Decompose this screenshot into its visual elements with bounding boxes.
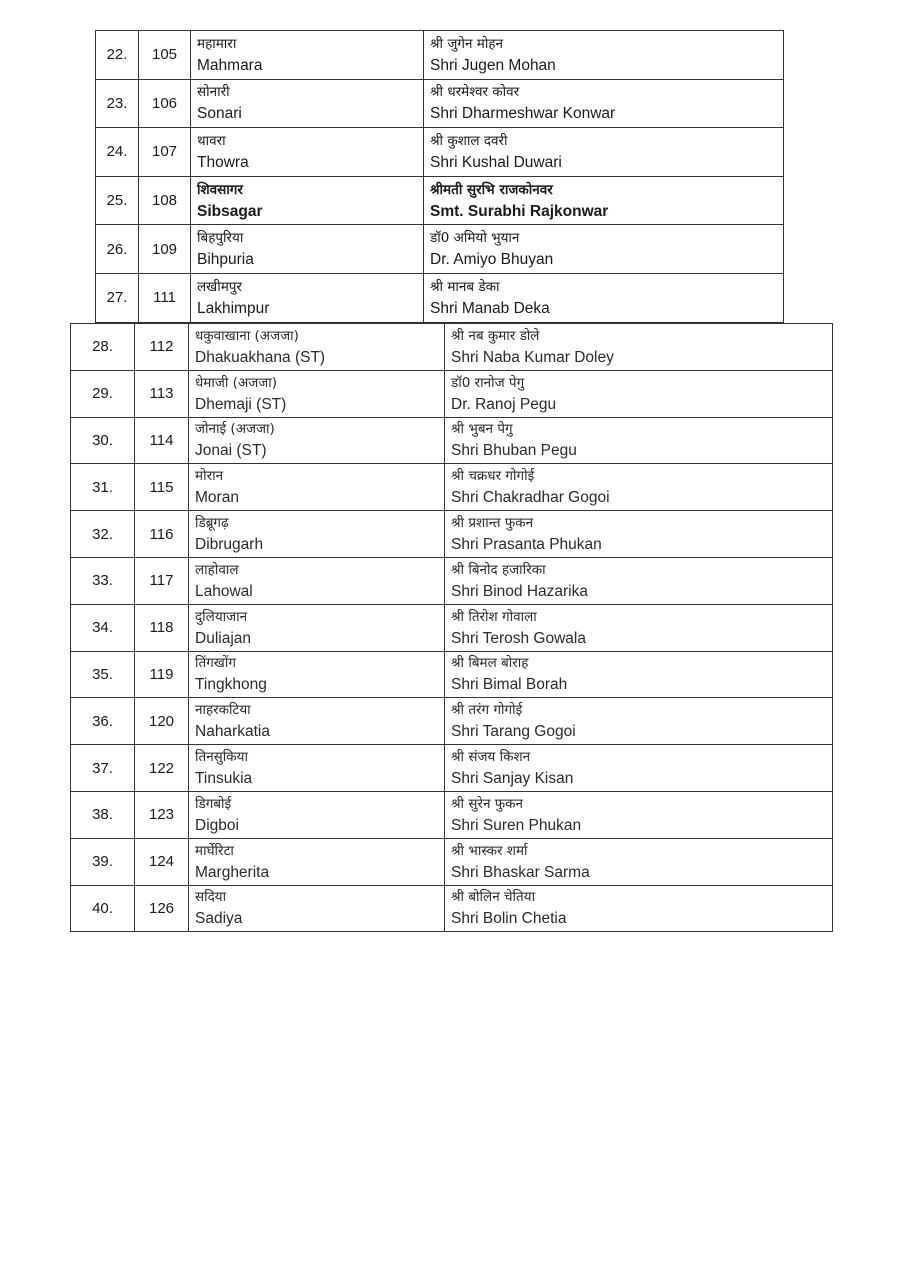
- constituency-name-hindi: जोनाई (अजजा): [195, 421, 275, 438]
- candidate-name-hindi: डॉ0 रानोज पेगु: [451, 374, 525, 391]
- candidate-table-bottom: [70, 323, 833, 932]
- candidate-name-english: Shri Jugen Mohan: [430, 56, 556, 74]
- constituency-name-hindi: लाहोवाल: [195, 561, 239, 578]
- constituency-cell: [189, 791, 445, 838]
- candidate-name-english: Shri Bhuban Pegu: [451, 442, 577, 460]
- constituency-name-hindi: लखीमपुर: [197, 278, 242, 295]
- constituency-cell: [191, 31, 424, 80]
- serial-number: 33.: [71, 557, 135, 604]
- constituency-name-hindi: बिहपुरिया: [197, 230, 244, 247]
- serial-number: 37.: [71, 745, 135, 792]
- candidate-cell: [424, 176, 784, 225]
- constituency-name-hindi: दुलियाजान: [195, 608, 248, 625]
- constituency-cell: [189, 838, 445, 885]
- constituency-cell: [189, 698, 445, 745]
- candidate-name-english: Shri Manab Deka: [430, 299, 550, 317]
- candidate-name-english: Shri Tarang Gogoi: [451, 723, 576, 741]
- candidate-cell: [445, 651, 833, 698]
- candidate-name-english: Shri Sanjay Kisan: [451, 770, 574, 788]
- constituency-name-english: Dibrugarh: [195, 536, 264, 554]
- constituency-number: 122: [135, 745, 189, 792]
- serial-number: 39.: [71, 838, 135, 885]
- candidate-cell: [445, 324, 833, 371]
- constituency-number: 107: [139, 128, 191, 177]
- table-row: [71, 370, 833, 417]
- constituency-name-english: Moran: [195, 489, 239, 507]
- candidate-name-english: Shri Bolin Chetia: [451, 910, 567, 928]
- constituency-cell: [189, 511, 445, 558]
- candidate-name-hindi: श्री धरमेश्वर कोवर: [430, 84, 520, 101]
- constituency-name-hindi: सदिया: [195, 889, 227, 906]
- constituency-number: 118: [135, 604, 189, 651]
- constituency-cell: [189, 885, 445, 932]
- candidate-name-hindi: श्री संजय किशन: [451, 749, 531, 766]
- constituency-cell: [189, 370, 445, 417]
- candidate-name-english: Shri Bimal Borah: [451, 676, 568, 694]
- candidate-name-english: Dr. Ranoj Pegu: [451, 395, 557, 413]
- constituency-name-hindi: धकुवाखाना (अजजा): [195, 327, 299, 344]
- candidate-name-english: Shri Naba Kumar Doley: [451, 348, 614, 366]
- serial-number: 35.: [71, 651, 135, 698]
- serial-number: 22.: [96, 31, 139, 80]
- candidate-cell: [424, 79, 784, 128]
- constituency-name-english: Digboi: [195, 816, 239, 834]
- constituency-name-hindi: धेमाजी (अजजा): [195, 374, 278, 391]
- candidate-name-hindi: श्री तरंग गोगोई: [451, 702, 523, 719]
- serial-number: 34.: [71, 604, 135, 651]
- constituency-number: 116: [135, 511, 189, 558]
- constituency-number: 114: [135, 417, 189, 464]
- constituency-number: 111: [139, 273, 191, 322]
- candidate-name-hindi: श्री मानब डेका: [430, 278, 500, 295]
- constituency-name-english: Jonai (ST): [195, 442, 267, 460]
- constituency-name-english: Lakhimpur: [197, 299, 270, 317]
- candidate-name-hindi: श्रीमती सुरभि राजकोनवर: [430, 181, 553, 198]
- serial-number: 40.: [71, 885, 135, 932]
- constituency-name-english: Tinsukia: [195, 770, 253, 788]
- serial-number: 24.: [96, 128, 139, 177]
- table-row: [71, 511, 833, 558]
- serial-number: 30.: [71, 417, 135, 464]
- candidate-name-hindi: श्री तिरोश गोवाला: [451, 608, 537, 625]
- candidate-cell: [445, 464, 833, 511]
- candidate-name-hindi: श्री भास्कर शर्मा: [451, 842, 528, 859]
- serial-number: 38.: [71, 791, 135, 838]
- serial-number: 29.: [71, 370, 135, 417]
- constituency-cell: [189, 557, 445, 604]
- candidate-name-hindi: श्री प्रशान्त फुकन: [451, 515, 534, 532]
- constituency-cell: [189, 651, 445, 698]
- serial-number: 23.: [96, 79, 139, 128]
- candidate-name-english: Shri Binod Hazarika: [451, 582, 588, 600]
- candidate-cell: [445, 557, 833, 604]
- constituency-name-hindi: थावरा: [197, 132, 226, 149]
- candidate-name-hindi: श्री कुशाल दवरी: [430, 132, 508, 149]
- constituency-cell: [189, 604, 445, 651]
- candidate-name-hindi: श्री बिमल बोराह: [451, 655, 529, 672]
- constituency-cell: [191, 176, 424, 225]
- candidate-cell: [424, 273, 784, 322]
- candidate-cell: [445, 698, 833, 745]
- candidate-name-hindi: श्री जुगेन मोहन: [430, 35, 503, 52]
- serial-number: 26.: [96, 225, 139, 274]
- candidate-cell: [445, 417, 833, 464]
- constituency-name-english: Bihpuria: [197, 251, 254, 269]
- constituency-number: 124: [135, 838, 189, 885]
- constituency-number: 119: [135, 651, 189, 698]
- constituency-name-english: Naharkatia: [195, 723, 270, 741]
- constituency-name-hindi: मार्घेरिटा: [195, 842, 234, 859]
- table-row: [96, 79, 784, 128]
- serial-number: 32.: [71, 511, 135, 558]
- candidate-cell: [424, 31, 784, 80]
- table-row: [71, 324, 833, 371]
- serial-number: 28.: [71, 324, 135, 371]
- constituency-name-hindi: मोरान: [195, 468, 224, 485]
- candidate-name-hindi: श्री सुरेन फुकन: [451, 795, 524, 812]
- candidate-cell: [445, 838, 833, 885]
- constituency-number: 115: [135, 464, 189, 511]
- constituency-number: 105: [139, 31, 191, 80]
- candidate-cell: [445, 745, 833, 792]
- constituency-name-hindi: तिनसुकिया: [195, 749, 249, 766]
- candidate-cell: [445, 604, 833, 651]
- table-row: [71, 745, 833, 792]
- constituency-name-english: Sibsagar: [197, 202, 263, 220]
- constituency-name-english: Sonari: [197, 105, 242, 123]
- constituency-number: 126: [135, 885, 189, 932]
- constituency-number: 120: [135, 698, 189, 745]
- table-row: [71, 604, 833, 651]
- constituency-number: 109: [139, 225, 191, 274]
- candidate-cell: [424, 225, 784, 274]
- constituency-number: 112: [135, 324, 189, 371]
- table-row: [96, 273, 784, 322]
- constituency-name-hindi: डिगबोई: [195, 795, 232, 812]
- serial-number: 36.: [71, 698, 135, 745]
- table-row: [96, 128, 784, 177]
- serial-number: 31.: [71, 464, 135, 511]
- candidate-name-english: Smt. Surabhi Rajkonwar: [430, 202, 609, 220]
- candidate-name-english: Shri Terosh Gowala: [451, 629, 586, 647]
- candidate-cell: [445, 511, 833, 558]
- candidate-name-english: Dr. Amiyo Bhuyan: [430, 251, 554, 269]
- constituency-name-english: Tingkhong: [195, 676, 267, 694]
- constituency-name-hindi: नाहरकटिया: [195, 702, 251, 719]
- candidate-name-english: Shri Bhaskar Sarma: [451, 863, 590, 881]
- constituency-name-english: Dhemaji (ST): [195, 395, 287, 413]
- constituency-cell: [189, 464, 445, 511]
- constituency-cell: [191, 273, 424, 322]
- constituency-cell: [191, 128, 424, 177]
- table-row: [71, 698, 833, 745]
- table-row: [71, 464, 833, 511]
- constituency-name-english: Sadiya: [195, 910, 243, 928]
- table-row: [71, 838, 833, 885]
- constituency-name-english: Mahmara: [197, 56, 263, 74]
- constituency-name-english: Margherita: [195, 863, 270, 881]
- candidate-name-hindi: श्री भुबन पेगु: [451, 421, 513, 438]
- constituency-cell: [191, 79, 424, 128]
- table-row: [96, 176, 784, 225]
- candidate-name-english: Shri Dharmeshwar Konwar: [430, 105, 616, 123]
- candidate-cell: [445, 885, 833, 932]
- constituency-number: 113: [135, 370, 189, 417]
- constituency-number: 123: [135, 791, 189, 838]
- constituency-name-english: Thowra: [197, 153, 249, 171]
- table-row: [71, 885, 833, 932]
- candidate-name-hindi: श्री नब कुमार डोले: [451, 327, 540, 344]
- candidate-cell: [445, 791, 833, 838]
- constituency-name-hindi: तिंगखोंग: [195, 655, 236, 672]
- constituency-name-english: Lahowal: [195, 582, 253, 600]
- constituency-cell: [189, 745, 445, 792]
- serial-number: 25.: [96, 176, 139, 225]
- candidate-name-english: Shri Prasanta Phukan: [451, 536, 602, 554]
- candidate-name-hindi: डॉ0 अमियो भुयान: [430, 230, 520, 247]
- constituency-name-english: Duliajan: [195, 629, 252, 647]
- table-row: [71, 791, 833, 838]
- constituency-cell: [189, 417, 445, 464]
- candidate-table-top: [95, 30, 784, 323]
- constituency-number: 108: [139, 176, 191, 225]
- constituency-name-hindi: शिवसागर: [197, 181, 243, 198]
- constituency-name-english: Dhakuakhana (ST): [195, 348, 326, 366]
- candidate-name-english: Shri Kushal Duwari: [430, 153, 562, 171]
- candidate-cell: [445, 370, 833, 417]
- serial-number: 27.: [96, 273, 139, 322]
- candidate-name-english: Shri Chakradhar Gogoi: [451, 489, 610, 507]
- constituency-cell: [191, 225, 424, 274]
- candidate-name-hindi: श्री बोलिन चेतिया: [451, 889, 536, 906]
- table-row: [96, 31, 784, 80]
- candidate-name-hindi: श्री बिनोद हजारिका: [451, 561, 546, 578]
- candidate-name-english: Shri Suren Phukan: [451, 816, 582, 834]
- table-row: [71, 417, 833, 464]
- constituency-number: 117: [135, 557, 189, 604]
- constituency-number: 106: [139, 79, 191, 128]
- constituency-name-hindi: डिब्रूगढ़: [195, 515, 229, 532]
- constituency-cell: [189, 324, 445, 371]
- candidate-cell: [424, 128, 784, 177]
- table-row: [96, 225, 784, 274]
- constituency-name-hindi: सोनारी: [197, 84, 230, 101]
- constituency-name-hindi: महामारा: [197, 35, 237, 52]
- candidate-name-hindi: श्री चक्रधर गोगोई: [451, 468, 535, 485]
- table-row: [71, 557, 833, 604]
- table-row: [71, 651, 833, 698]
